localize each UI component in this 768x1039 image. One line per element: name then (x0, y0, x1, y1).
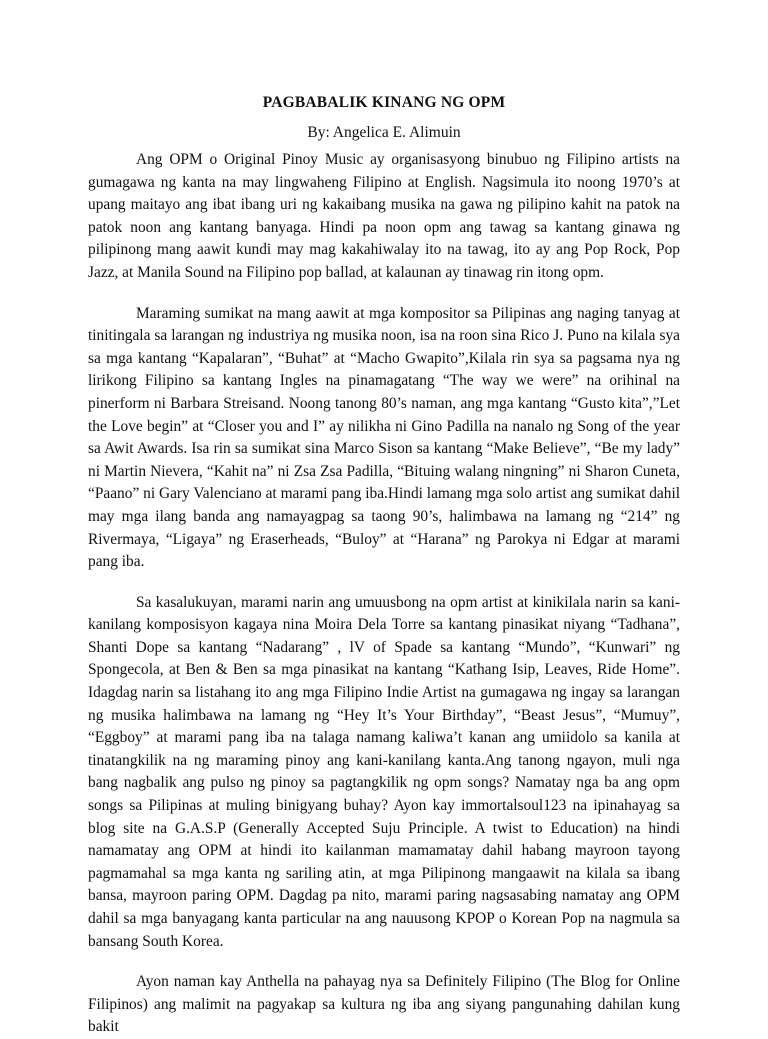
paragraph-4: Ayon naman kay Anthella na pahayag nya sa Definitely Filipino (The Blog for Online Filipinos) ang malimit na pagyakap sa kultura ng iba ang siyang pangunahing dahilan kung bakit (88, 973, 680, 1036)
paragraph-3: Sa kasalukuyan, marami narin ang umuusbong na opm artist at kinikilala narin sa kani-kanilang komposisyon kagaya nina Moira Dela Torre sa kantang pinasikat niyang “Tadhana”, Shanti Dope sa kantang “Nadarang” , lV of Spade sa kantang “Mundo”, “Kunwari” ng Spongecola, at Ben & Ben sa mga pinasikat na kantang “Kathang Isip, Leaves, Ride Home”. Idagdag narin sa listahang ito ang mga Filipino Indie Artist na gumagawa ng ingay sa larangan ng musika halimbawa na lamang ng “Hey It’s Your Birthday”, “Beast Jesus”, “Mumuy”, “Eggboy” at marami pang iba na talaga namang kaliwa’t kanan ang umiidolo sa kanila at tinatangkilik na ng maraming pinoy ang kani-kanilang kanta.Ang tanong ngayon, muli nga bang nagbalik ang pulso ng pinoy sa pagtangkilik ng opm songs? Namatay nga ba ang opm songs sa Pilipinas at muling binigyang buhay? Ayon kay immortalsoul123 na ipinahayag sa blog site na G.A.S.P (Generally Accepted Suju Principle. A twist to Education) na hindi namamatay ang OPM at hindi ito kailanman mamamatay dahil habang mayroon tayong pagmamahal sa mga kanta ng sariling atin, at mga Pilipinong mangaawit na kilala sa ibang bansa, mayroon paring OPM. Dagdag pa nito, marami paring nagsasabing namatay ang OPM dahil sa mga banyagang kanta particular na ang nauusong KPOP o Korean Pop na nagmula sa bansang South Korea. (88, 593, 680, 950)
paragraph-1: Ang OPM o Original Pinoy Music ay organisasyong binubuo ng Filipino artists na gumagawa ng kanta na may lingwaheng Filipino at English. Nagsimula ito noong 1970’s at upang maitayo ang ibat ibang uri ng kakaibang musika na gawa ng pilipino kahit na patok na patok noon ang kantang banyaga. Hindi pa noon opm ang tawag sa kantang ginawa ng pilipinong mang aawit kundi may mag kakahiwalay ito na tawag, ito ay ang Pop Rock, Pop Jazz, at Manila Sound na Filipino pop ballad, at kalaunan ay tinawag rin itong opm. (88, 151, 680, 281)
paragraph-2: Maraming sumikat na mang aawit at mga kompositor sa Pilipinas ang naging tanyag at tinitingala sa larangan ng industriya ng musika noon, isa na roon sina Rico J. Puno na kilala sya sa mga kantang “Kapalaran”, “Buhat” at “Macho Gwapito”,Kilala rin sya sa pagsama nya ng lirikong Filipino sa kantang Ingles na pinamagatang “The way we were” na orihinal na pinerform ni Barbara Streisand. Noong tanong 80’s naman, ang mga kantang “Gusto kita”,”Let the Love begin” at “Closer you and I” ay nilikha ni Gino Padilla na nanalo ng Song of the year sa Awit Awards. Isa rin sa sumikat sina Marco Sison sa kantang “Make Believe”, “Be my lady” ni Martin Nievera, “Kahit na” ni Zsa Zsa Padilla, “Bituing walang ningning” ni Sharon Cuneta, “Paano” ni Gary Valenciano at marami pang iba.Hindi lamang mga solo artist ang sumikat dahil may mga ilang banda ang namayagpag sa taong 90’s, halimbawa na lamang ng “214” ng Rivermaya, “Ligaya” ng Eraserheads, “Buloy” at “Harana” ng Parokya ni Edgar at marami pang iba. (88, 304, 680, 571)
document-title: PAGBABALIK KINANG NG OPM (262, 94, 506, 111)
document-byline: By: Angelica E. Alimuin (307, 124, 461, 141)
document-page (88, 92, 680, 1039)
